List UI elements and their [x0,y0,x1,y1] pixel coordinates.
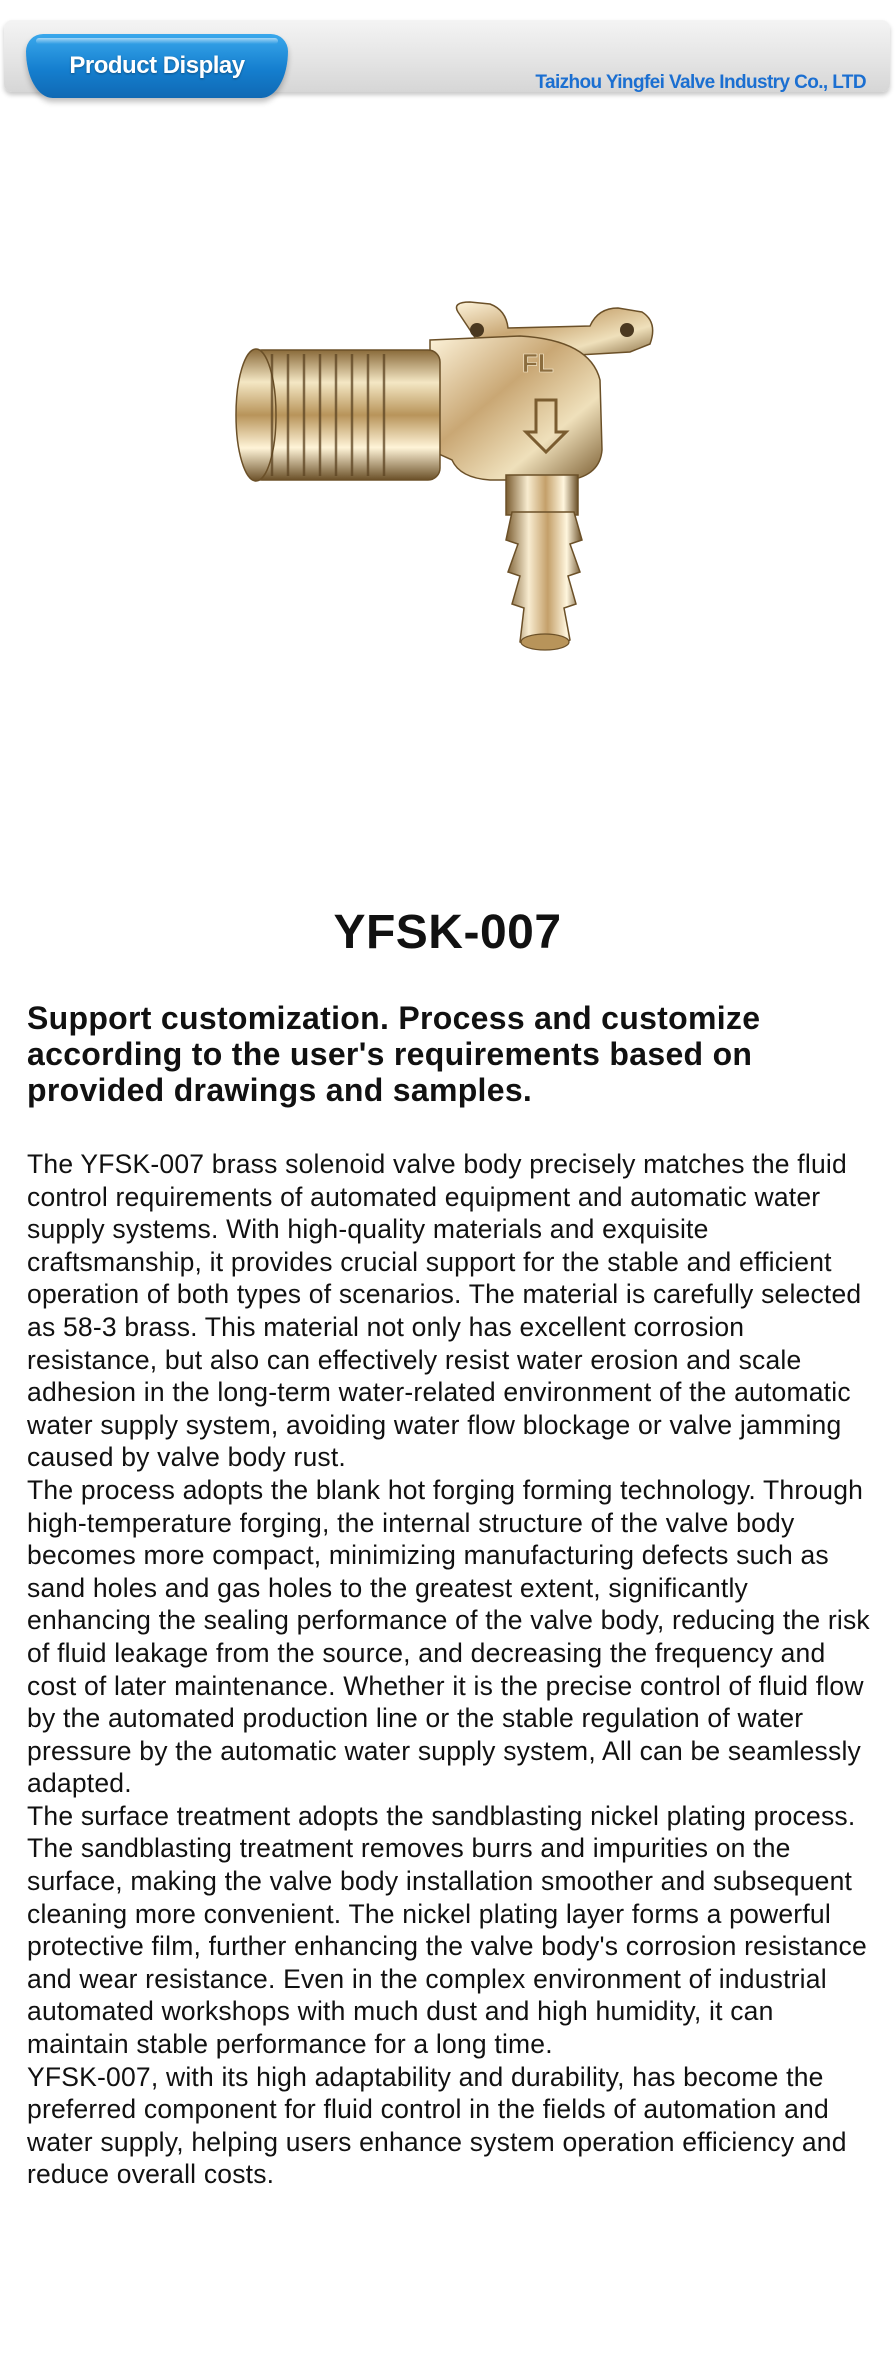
product-description [27,1148,877,2191]
threaded-connector [250,350,440,480]
product-image [190,300,710,710]
flange-hole-right [620,323,634,337]
product-display-tab-label: Product Display [69,52,245,79]
description-paragraph: The YFSK-007 brass solenoid valve body precisely matches the fluid control requirements of automated equipment and automatic water supply systems. With high-quality materials and exquisite craftsmanship, it provides crucial support for the stable and efficient operation of both types of scenarios. The material is carefully selected as 58-3 brass. This material not only has excellent corrosion resistance, but also can effectively resist water erosion and scale adhesion in the long-term water-related environment of the automatic water supply system, avoiding water flow blockage or valve jamming caused by valve body rust. [27,1149,862,1473]
product-display-tab[interactable] [26,34,288,98]
valve-neck [506,475,578,515]
description-paragraph: YFSK-007, with its high adaptability and durability, has become the preferred component for fluid control in the fields of automation and water supply, helping users enhance system operation efficiency and reduce overall costs. [27,2061,847,2190]
description-paragraph: The process adopts the blank hot forging forming technology. Through high-temperature forging, the internal structure of the valve body becomes more compact, minimizing manufacturing defects such as sand holes and gas holes to the greatest extent, significantly enhancing the sealing performance of the valve body, reducing the risk of fluid leakage from the source, and decreasing the frequency and cost of later maintenance. Whether it is the precise control of fluid flow by the automated production line or the stable regulation of water pressure by the automatic water supply system, All can be seamlessly adapted. [27,1474,870,1799]
valve-body [430,336,602,480]
barbed-tail [506,512,582,649]
product-model-title: YFSK-007 [333,906,562,959]
description-paragraph: The surface treatment adopts the sandblasting nickel plating process. The sandblasting treatment removes burrs and impurities on the surface, making the valve body installation smoother and subsequent cleaning more convenient. The nickel plating layer forms a powerful protective film, further enhancing the valve body's corrosion resistance and wear resistance. Even in the complex environment of industrial automated workshops with much dust and high humidity, it can maintain stable performance for a long time. [27,1800,867,2060]
svg-text:FL: FL [522,348,554,378]
flange-hole-left [470,323,484,337]
header-bar [4,20,890,92]
customization-tagline: Support customization. Process and customize according to the user's requirements based on provided drawings and samples. [27,1000,761,1108]
company-name: Taizhou Yingfei Valve Industry Co., LTD [535,72,866,93]
